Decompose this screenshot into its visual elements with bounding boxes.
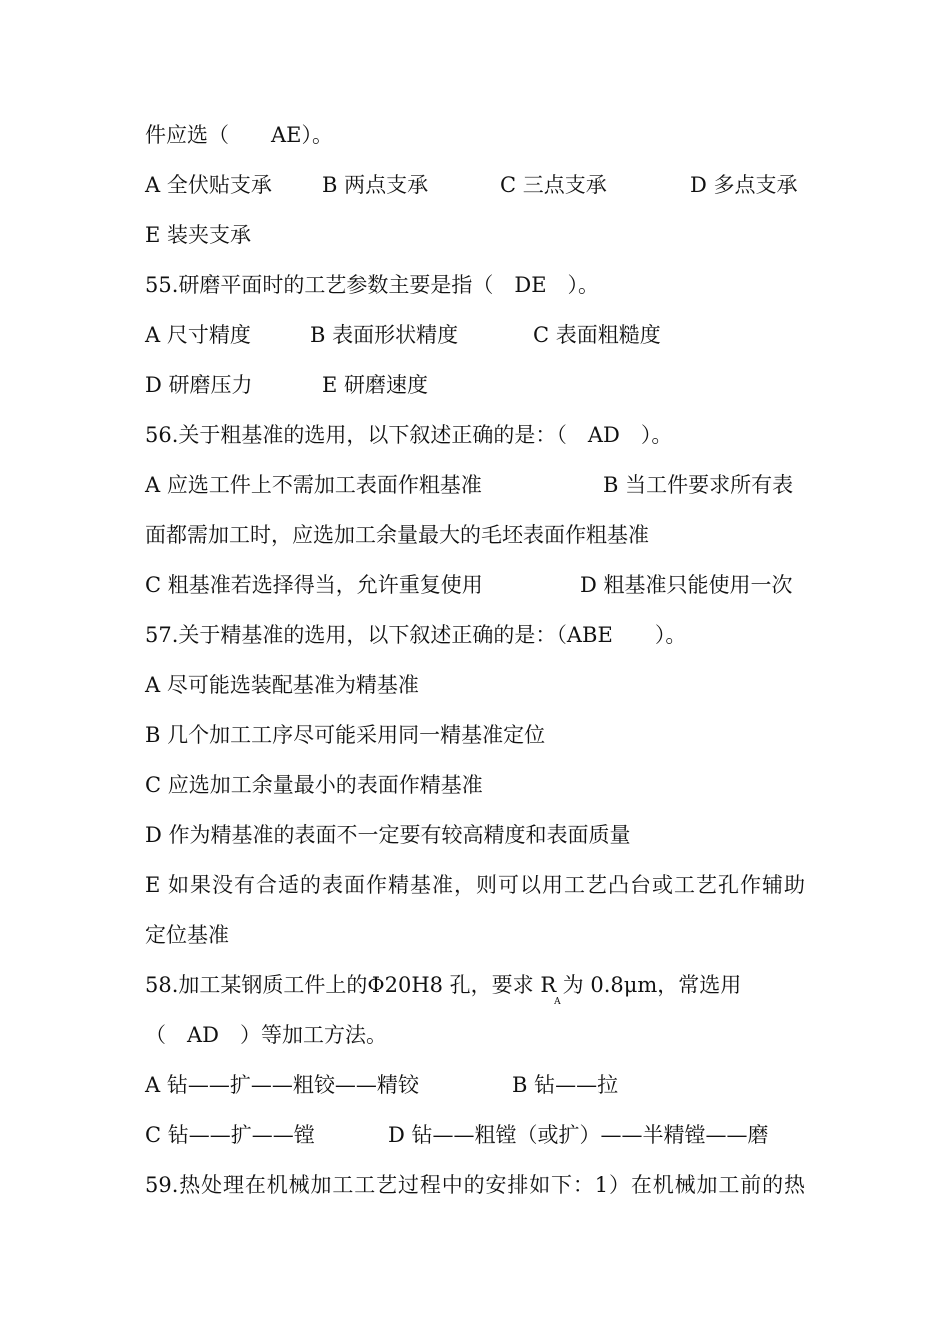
option-b: B 两点支承 (322, 173, 429, 197)
option-a: A 尽可能选装配基准为精基准 (145, 673, 419, 697)
option-c: C 表面粗糙度 (533, 323, 661, 347)
option-c: C 钻——扩——镗 (145, 1123, 315, 1147)
option-e: E 装夹支承 (145, 223, 252, 247)
option-e-continued: 定位基准 (145, 923, 229, 947)
option-d: D 多点支承 (690, 173, 798, 197)
option-d: D 研磨压力 (145, 373, 253, 397)
option-b: B 钻——拉 (512, 1073, 619, 1097)
option-e: E 研磨速度 (322, 373, 429, 397)
option-d: D 作为精基准的表面不一定要有较高精度和表面质量 (145, 823, 631, 847)
option-a: A 尺寸精度 (145, 323, 251, 347)
option-d: D 钻——粗镗（或扩）——半精镗——磨 (388, 1123, 769, 1147)
option-d: D 粗基准只能使用一次 (580, 573, 793, 597)
option-a: A 钻——扩——粗铰——精铰 (145, 1073, 419, 1097)
option-a: A 应选工件上不需加工表面作粗基准 (145, 473, 482, 497)
subscript: A (554, 997, 561, 1007)
question-58 (145, 970, 742, 1007)
option-b: B 当工件要求所有表 (603, 473, 794, 497)
option-c: C 粗基准若选择得当，允许重复使用 (145, 573, 483, 597)
question-59: 59.热处理在机械加工工艺过程中的安排如下：1）在机械加工前的热 (145, 1173, 805, 1197)
question-57: 57.关于精基准的选用，以下叙述正确的是：（ABE ）。 (145, 623, 687, 647)
option-c: C 三点支承 (500, 173, 607, 197)
option-b-continued: 面都需加工时，应选加工余量最大的毛坯表面作粗基准 (145, 523, 649, 547)
option-e: E 如果没有合适的表面作精基准，则可以用工艺凸台或工艺孔作辅助 (145, 873, 805, 897)
question-58-text: 58.加工某钢质工件上的Φ20H8 孔，要求 R (145, 973, 557, 997)
option-b: B 几个加工工序尽可能采用同一精基准定位 (145, 723, 546, 747)
option-c: C 应选加工余量最小的表面作精基准 (145, 773, 483, 797)
question-56: 56.关于粗基准的选用，以下叙述正确的是：（ AD ）。 (145, 423, 673, 447)
option-b: B 表面形状精度 (310, 323, 459, 347)
option-a: A 全伏贴支承 (145, 173, 272, 197)
question-55: 55.研磨平面时的工艺参数主要是指（ DE ）。 (145, 273, 600, 297)
question-58-text: 为 0.8μm，常选用 (562, 973, 742, 997)
text-line: 件应选（ AE）。 (145, 123, 333, 147)
question-58-continued: （ AD ）等加工方法。 (145, 1023, 388, 1047)
